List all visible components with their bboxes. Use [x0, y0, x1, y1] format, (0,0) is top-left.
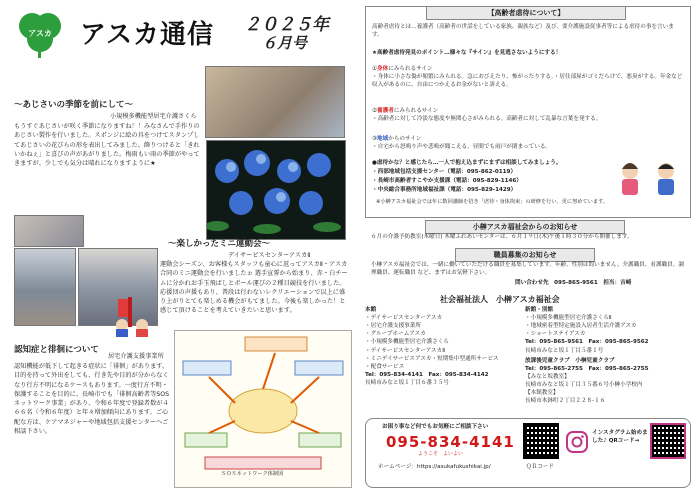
center-2: ・長崎市高齢者すこやか支援課（電話：095-829-1146） [372, 178, 522, 184]
issue-month: ６月号 [262, 34, 308, 52]
dementia-author: 居宅介護支援事業所 [108, 353, 164, 360]
dementia-body: 認知機能が低下して起きる症状に「徘徊」があります。目的を持って外出をしても、行き先や目的が分からなくなり行方不明になるケースもあります。一度行方不明・保護することを目的に、長崎市でも「徘徊高齢者等SOSネットワーク事業」があり、令和６年度で登録者数が４６６名（令和６年度）と年々増加傾向にあります。ご心配な方は、ケアマネジャーや地域包括支援センターへご相談下さい。 [14, 363, 170, 436]
sports-heading: ～楽しかったミニ運動会～ [168, 239, 271, 249]
footer-call: お困り事など何でもお気軽にご相談下さい [382, 424, 489, 430]
clover-logo [14, 8, 66, 60]
abuse-item-3-detail: ・自宅から怒鳴り声や悲鳴が聞こえる。昼間でも雨戸が閉まっている。 [372, 144, 552, 151]
abuse-item-2: ②養護者にみられるサイン ・高齢者に対して冷淡な態度や無関心さがみられる。高齢者に対して乱暴な言葉を発する。 [372, 108, 602, 123]
abuse-item-2-label: 養護者 [377, 108, 394, 114]
qr-label: ＱＲコード [526, 464, 554, 470]
sports-photo-1 [14, 248, 76, 326]
abuse-item-3-label: 地域 [377, 136, 389, 142]
diagram-caption: ＳＯＳネットワーク体制図 [221, 471, 284, 477]
recruit-body: 小榊アスカ福祉会では、一緒に働いていただける職員を募集しています。年齢、性別は問いません。介護職員、看護職員、調理職員、運転職員 など、まずはお気軽下さい。 [371, 262, 684, 277]
footer-phone[interactable]: 095-834-4141 [386, 433, 515, 451]
sports-body: 運動会シーズン、お客様もスタッフも童心に返ってアスカⅡ・アスカ合同のミニ運動会を行いましたぉ 選手宣誓から始まり、赤・白チームに分かれお手玉飛ばしとボール運びの２種目競技を行いました。応援団の声援もあり、普段は行わないレクリエーションで以上に盛り上がりとても楽しめる機会がもてました。今後も楽しかった！と感じて頂けることを考えていきたいと思います。 [160, 261, 348, 315]
homepage-qr-code[interactable] [523, 423, 559, 459]
recruit-title: 職員募集のお知らせ [455, 248, 595, 262]
abuse-signs-heading: ★高齢者虐待発見のポイント…様々な『サイン』を見逃さないようにする！ [372, 50, 562, 56]
dementia-heading: 認知症と徘徊について [14, 345, 99, 355]
abuse-item-1-detail: ・身体に小さな傷が頻繁にみられる。急におびえたり、怖がったりする。・居住部屋がゴミだらけで、悪臭がする。年金など収入があるのに、自由につかえるお金がないと訴える。 [372, 74, 683, 89]
newsletter-title: アスカ通信 [80, 20, 214, 50]
abuse-box [365, 6, 691, 218]
hydrangea-heading: ～あじさいの季節を前にして～ [14, 100, 134, 110]
abuse-note: ※小榊アスカ福祉会では年に数回講師を招き「虐待・身体拘束」の研修を行い、更に努めています。 [376, 199, 608, 205]
abuse-item-2-detail: ・高齢者に対して冷淡な態度や無関心さがみられる。高齢者に対して乱暴な言葉を発する。 [372, 116, 602, 123]
contact-footer [365, 418, 691, 488]
notice-title: 小榊アスカ福祉会からのお知らせ [425, 220, 625, 234]
recruit-contact: 問い合わせ先 095-865-9561 担当：吉崎 [515, 280, 632, 286]
hydrangea-photo-top [205, 66, 345, 138]
recruit-box [365, 248, 691, 290]
hydrangea-body: もうすぐあじさいが咲く季節になりますね！！みなさんで手作りのあじさい製作を行いました。スポンジに絵の具をつけてスタンプしてあじさいの花びらの形を表出してみました。飾りつけると「きれいかねぇ」と喜びの声があがりました。梅雨もい雨の季節がやってきますが、少しでも気分は晴れになりますように★ [14, 123, 200, 168]
abuse-consult: ●虐待かな？と感じたら…一人で抱え込まずにまずは相談してみましょう。 [372, 160, 562, 166]
notice-box [365, 220, 691, 246]
phone-reading: ようこそ よいよい [418, 451, 464, 457]
instagram-text: インスタグラム始めました♪ QRコード→ [592, 430, 648, 445]
abuse-item-3: ③地域からのサイン ・自宅から怒鳴り声や悲鳴が聞こえる。昼間でも雨戸が閉まっている。 [372, 136, 552, 151]
corp-name: 社会福祉法人 小榊アスカ福祉会 [440, 295, 560, 304]
center-3: ・中央総合事務所地域福祉課（電話：095-829-1429） [372, 187, 517, 193]
notice-body: ６月の介護予防教室(木曜日) 木曜ふれあいセンターは、６月１９日(木)午後１時３０分から開催します。 [371, 234, 633, 240]
instagram-qr-code[interactable] [650, 423, 686, 459]
consult-illustration [614, 157, 684, 197]
homepage-link[interactable]: ホームページ：https://asukafukushikai.jp/ [378, 464, 491, 470]
center-1: ・西部地域包括支援センター（電話：095-862-0119） [372, 169, 517, 175]
abuse-item-1-label: 身体 [377, 66, 389, 72]
corp-annex: 新館・別館 ・小規模多機能型居宅介護さくらⅡ ・地域密着型特定施設入居者生活介護アスカ ・ショートステイアスカ Tel：095-865-9561 Fax：095-865-9562 長崎市みなと坂１丁目５番１号 放課後児童クラブ 小榊児童クラブ Tel：095-865-2755 Fax：095-865-2755 【みなと坂教室】 長崎市みなと坂１丁目３５番６号小榊小学校内 【本館教室】 長崎市木鉢町２丁目２２８-１６ [525, 307, 649, 405]
hydrangea-author: 小規模多機能型居宅介護さくら [110, 113, 197, 120]
abuse-title: 【高齢者虐待について】 [426, 6, 626, 20]
sos-network-diagram [174, 330, 352, 488]
abuse-item-1: ①身体にみられるサイン ・身体に小さな傷が頻繁にみられる。急におびえたり、怖がったりする。・居住部屋がゴミだらけで、悪臭がする。年金など収入があるのに、自由につかえるお金がないと訴える。 [372, 66, 683, 89]
corp-hq: 本館 ・デイサービスセンターアスカ ・居宅介護支援事業所 ・グループホームアスカ ・小規模多機能型居宅介護さくら ・デイサービスセンターアスカⅡ ・ミニデイサービスアスカ・短期集中型通所サービス ・配食サービス Tel：095-834-4141 Fax：095-834-4142 長崎市みなと坂１丁目６番３５号 [365, 307, 499, 386]
hydrangea-photo-side [14, 215, 84, 247]
logo-text: アスカ [28, 29, 52, 38]
sports-author: デイサービスセンターアスカⅡ [228, 252, 311, 259]
issue-year: ２０２５年 [244, 15, 329, 35]
instagram-icon [566, 431, 588, 453]
cheering-illustration [110, 295, 154, 337]
hydrangea-photo-main [206, 140, 346, 240]
abuse-intro: 高齢者虐待とは…養護者（高齢者の世話をしている家族、親族など）及び、要介護施設従事者等による虐待の事を言います。 [372, 24, 674, 39]
